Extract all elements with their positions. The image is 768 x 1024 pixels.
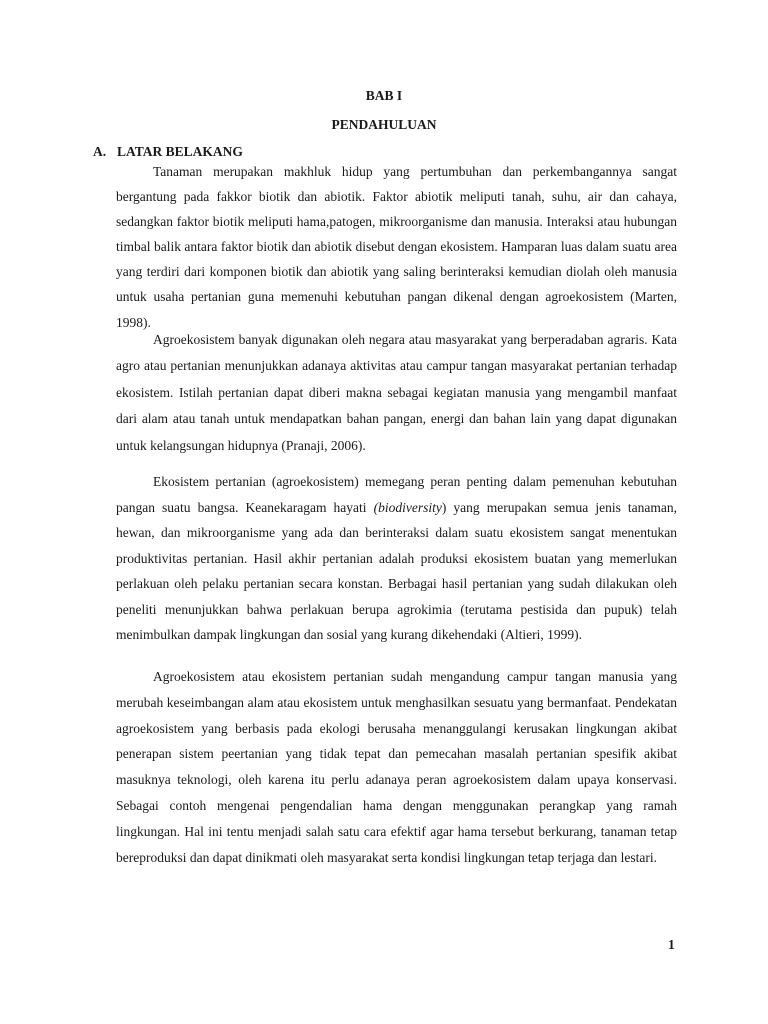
paragraph-3-text-b: ) yang merupakan semua jenis tanaman, hewan, dan mikroorganisme yang ada dan berinteraksi dalam suatu ekosistem sangat menentukan produktivitas pertanian. Hasil akhir pertanian adalah produksi ekosistem buatan yang memerlukan perlakuan oleh pelaku pertanian secara konstan. Berbagai hasil pertanian yang sudah dilakukan oleh peneliti menunjukkan bahwa perlakuan berupa agrokimia (terutama pestisida dan pupuk) telah menimbulkan dampak lingkungan dan sosial yang kurang dikehendaki (Altieri, 1999). — [116, 499, 677, 642]
section-title: LATAR BELAKANG — [117, 144, 243, 159]
paragraph-3-italic-term: (biodiversity — [373, 499, 442, 515]
paragraph-1: Tanaman merupakan makhluk hidup yang pertumbuhan dan perkembangannya sangat bergantung pada fakkor biotik dan abiotik. Faktor abiotik meliputi tanah, suhu, air dan cahaya, sedangkan faktor biotik meliputi hama,patogen, mikroorganisme dan manusia. Interaksi atau hubungan timbal balik antara faktor biotik dan abiotik disebut dengan ekosistem. Hamparan luas dalam suatu area yang terdiri dari komponen biotik dan abiotik yang saling berinteraksi kemudian diolah oleh manusia untuk usaha pertanian guna memenuhi kebutuhan pangan dikenal dengan agroekosistem (Marten, 1998). — [116, 164, 677, 330]
chapter-label: BAB I — [365, 88, 403, 103]
section-heading — [93, 144, 243, 160]
paragraph-2: Agroekosistem banyak digunakan oleh negara atau masyarakat yang berperadaban agraris. Kata agro atau pertanian menunjukkan adanaya aktivitas atau campur tangan masyarakat pertanian terhadap ekosistem. Istilah pertanian dapat diberi makna sebagai kegiatan manusia yang mengambil manfaat dari alam atau tanah untuk mendapatkan bahan pangan, energi dan bahan lain yang dapat digunakan untuk kelangsungan hidupnya (Pranaji, 2006). — [116, 332, 677, 453]
paragraph-3-text-a: Ekosistem pertanian (agroekosistem) memegang peran penting dalam pemenuhan kebutuhan pangan suatu bangsa. Keanekaragam hayati — [116, 474, 677, 515]
chapter-title: PENDAHULUAN — [331, 117, 437, 132]
page-number: 1 — [668, 937, 675, 952]
paragraph-3 — [116, 469, 677, 648]
section-number: A. — [93, 144, 107, 159]
paragraph-4: Agroekosistem atau ekosistem pertanian sudah mengandung campur tangan manusia yang merubah keseimbangan alam atau ekosistem untuk menghasilkan sesuatu yang bermanfaat. Pendekatan agroekosistem yang berbasis pada ekologi berusaha menanggulangi kerusakan lingkungan akibat penerapan sistem peertanian yang tidak tepat dan pemecahan masalah pertanian spesifik akibat masuknya teknologi, oleh karena itu perlu adanaya peran agroekosistem dalam upaya konservasi. Sebagai contoh mengenai pengendalian hama dengan menggunakan perangkap yang ramah lingkungan. Hal ini tentu menjadi salah satu cara efektif agar hama tersebut berkurang, tanaman tetap bereproduksi dan dapat dinikmati oleh masyarakat serta kondisi lingkungan tetap terjaga dan lestari. — [116, 669, 677, 865]
